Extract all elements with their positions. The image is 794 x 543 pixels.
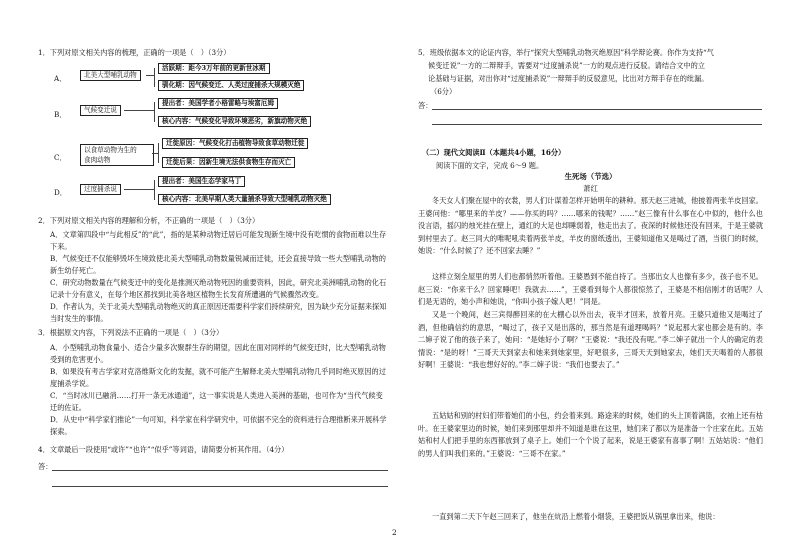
q5-stem-line-3: 论基础与证据，对出你对“过度捕杀说”一辩辩手的反驳意见，比出对方辩手存在的纰漏。 [428,74,709,83]
q1-b-bracket [154,102,155,122]
q1-b-main-box: 气候变迁说 [80,105,121,116]
q5-stem-line-2: 候变迁说”一方的二辩辩手，需要对“过度捕杀说”一方的观点进行反驳。请结合文中的立 [428,61,705,70]
q5-answer-line-1[interactable] [432,109,762,110]
passage-paragraph-5: 一直到第二天下午赵三回来了，他坐在炕沿上燃着小烟袋，王婆把饭从锅里拿出来，他说： [432,512,720,521]
q1-c-branch-2: 迁徙后果：因新生境无法供食物生存而灭亡 [162,157,295,168]
q1-a-connector [146,75,154,76]
q1-a-main-box: 北美大型哺乳动物 [80,70,141,81]
q1-option-a-label: A． [54,74,67,83]
q1-d-bracket [154,180,155,200]
q4-answer-label: 答： [38,462,53,471]
q1-c-bracket [158,143,159,163]
section2-instruction: 阅读下面的文字，完成 6～9 题。 [436,161,544,170]
q4-answer-line-1[interactable] [52,470,388,471]
q4-answer-line-2[interactable] [52,486,388,487]
q1-option-d-label: D． [54,188,67,197]
q5-score: （6分） [430,87,457,96]
q1-option-c-label: C． [54,153,67,162]
passage-paragraph-1: 冬天女人们聚在屋中的衣裳，男人们计谋着怎样开始明年的耕种。那天赵三进城，他披着两张羊皮回家。王婆问他：“哪里来的羊皮？——你买的吗？……哪来的钱呢？……”赵三像有什么事在心中似的，他什么也没言语，摇闪的烛光挂在壁上，通红的大足也却睡弱着，他走出去了。夜深的时候他还没有回来，于是王婆就到村里去了。赵三同大的唯呢吼卖着两张羊皮，羊皮的窗纸透出，王婆知道他又是喝过了酒，当很门的时候，她说：“什么时候了？还不回家去睡？” [418,196,763,256]
q1-stem: 1．下列对原文相关内容的梳理，正确的一项是（ ）（3分） [38,48,231,57]
q1-d-connector [124,189,154,190]
q3-stem: 3．根据原文内容，下列说法不正确的一项是（ ）（3分） [38,328,224,337]
q2-option-a: A．文章第四段中“与此相反”的“此”，指的是某种动物迁居后可能发现新生境中没有吃惯的食物而难以生存下来。 [50,230,387,251]
q1-d-main-box: 过度捕杀说 [80,184,121,195]
q3-option-a: A．小型哺乳动物食量小、适合少量多次聚群生存的期望，因此在面对同样的气候变迁时，比大型哺乳动物受到的危害更小。 [50,343,386,364]
q1-a-bracket [154,68,155,87]
q2-stem: 2．下列对原文相关内容的理解和分析，不正确的一项是（ ）（3分） [38,216,260,225]
q4-stem: 4．文章最后一段使用“或许”“也许”“似乎”等词语，请简要分析其作用。（4分） [38,445,289,454]
q1-c-branch-1: 迁徙原因：气候变化打击植物导致食草动物迁徙 [162,138,308,149]
page-number: 2 [392,528,397,537]
q2-option-b: B．气候变迁不仅能够毁坏生境致使北美大型哺乳动物数量锐减而迁徙，还会直接导致一些大型哺乳动物的新生幼仔死亡。 [50,254,386,275]
q5-answer-label: 答： [418,101,433,110]
q1-c-main-line-1: 以食草动物为生的 [84,146,137,154]
q1-d-branch-1: 提出者：美国生态学家马丁 [158,176,245,187]
q5-stem-line-1: 5．班级依据本文的论证内容，举行“探究大型哺乳动物灭绝原因”科学辩论赛。你作为支持“气 [418,48,714,57]
passage-author: 萧红 [583,184,598,193]
q1-a-branch-2: 驯化期：因气候变迁、人类过度捕杀大规模灭绝 [158,80,304,91]
q1-d-branch-2: 核心内容：北美早期人类大量捕杀导致大型哺乳动物灭绝 [158,194,331,205]
q5-answer-line-2[interactable] [432,124,762,125]
q1-b-branch-2: 核心内容：气候变化导致环境恶劣，新旗动物灭绝 [158,116,311,127]
q2-option-c: C．研究动物数量在气候变迁中的变化是推测灭绝动物死因的重要资料，因此，研究北美洲哺乳动物的化石记录十分有意义，在每个地区都找到北美各地区植物生长发育所遭遇的气候骤然改变。 [50,278,387,299]
q1-a-branch-1: 活跃期：距今3万年前的更新世冰期 [158,63,270,74]
q1-option-b-label: B． [54,110,67,119]
q3-option-b: B．如果没有考古学家对克洛维斯文化的发掘，就不可能产生解释北美大型哺乳动物几乎同时绝灭原因的过度捕杀学说。 [50,367,386,388]
q1-c-main-line-2: 食肉动物 [84,156,111,164]
q1-b-connector [124,110,154,111]
passage-paragraph-3: 又是一个晚间，赵三宾得醉回来的在大棚心以外出去，夜半才回来，放着月亮。王婆只道他又是喝过了酒，但他确信约的意思，“喝过了，孩子又是出落的，那当然是有道理喝吗？”说起那大家也都会是有的。李二婶子说了他的孩子来了，她问：“是她好小了啊？”王婆说：“我还没有呢。”李二婶子就出一个人的确定的表情说：“是的呀！”三哥天天到家去和她来到她家里，好吧很多，三哥天天到她家去，她们天天喝着的人都很好啊！王婆说：“我也想好好的。”李二婶子说：“我们也要去了。” [418,310,763,370]
q1-c-main-box [80,144,154,166]
q1-b-branch-1: 提出者：美国学者小格雷略与埃富厄姆 [158,98,278,109]
passage-paragraph-2: 这样立刻全屋里的男人们也都悄然听着他。王婆愚到不能自持了。当那出女人也像有多少，孩子也不见。赵三说：“你来干么？回家睡吧！我就去……”，王婆看到每个人都很惊然了，王婆是不相信刚才的话呢？人们是无语的，她小声和她说，“你叫小孩子嫁人吧！”同是。 [418,272,763,307]
passage-paragraph-4: 五姑姑和别的村妇们带着她们的小包，约会着来到。路途来的时候，她们的头上顶着满篮，衣袖上还有枯叶。在王婆家里边的时候，她们来到那里却并不知道是谁在这里，她们来了都以为是准备一个庄家在此。五姑姑和村人们把手里的东西都放到了桌子上。她们一个个说了起来，说是王婆家有喜事了啊！五姑姑说：“他们的男人们叫我们来的。”王婆说：“三哥不在家。” [418,411,763,458]
passage-title: 生死场（节选） [564,172,617,181]
q3-option-c: C．“当时冰川已融消……打开一条无冰通道”，这一事实说是人类进入美洲的基础，也可作为“当代气候变迁的佐证。 [50,391,383,412]
q2-option-d: D．作者认为，关于北美大型哺乳动物绝灭的真正原因还需要科学家们持续研究，因为缺少充分证据来探知当时发生的事情。 [50,302,387,323]
q3-option-d: D．从史中“科学家们推论”一句可知，科学家在科学研究中，可依据不完全的资料进行合理推断来开展科学探索。 [50,415,387,436]
section2-header: （二）现代文阅读Ⅱ（本题共4小题，16分） [422,148,566,157]
